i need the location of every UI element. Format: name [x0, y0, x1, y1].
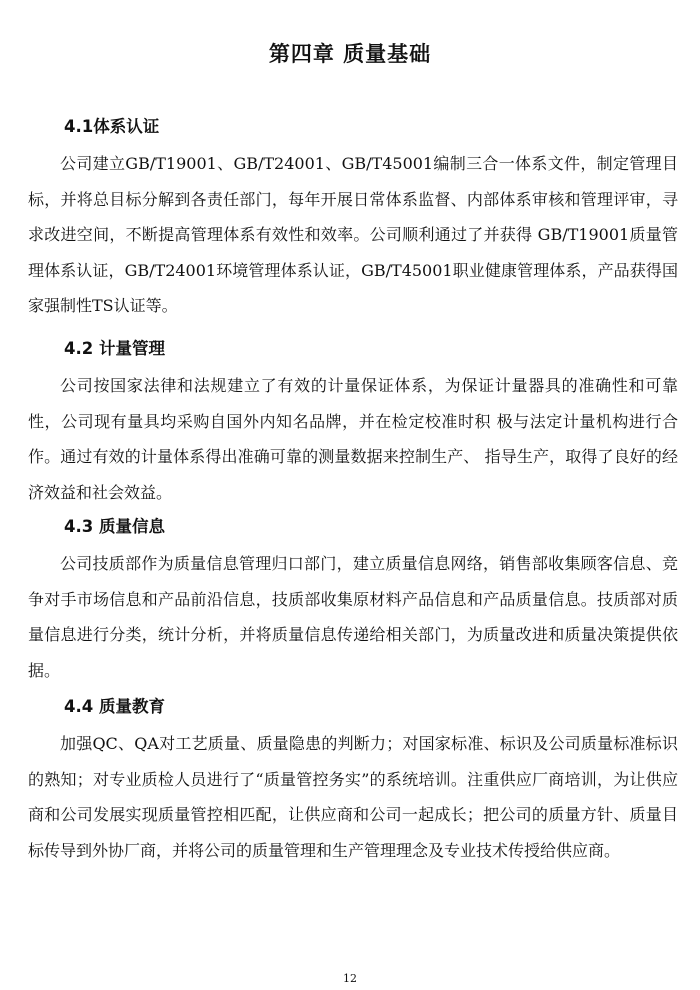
- section-body: 公司技质部作为质量信息管理归口部门，建立质量信息网络，销售部收集顾客信息、竞争对手市场信息和产品前沿信息，技质部收集原材料产品信息和产品质量信息。技质部对质量信息进行分类，统计分析，并将质量信息传递给相关部门，为质量改进和质量决策提供依据。: [28, 554, 678, 680]
- chapter-title: 第四章 质量基础: [268, 42, 432, 66]
- section-certification: [28, 108, 678, 324]
- section-quality-information: [28, 508, 678, 688]
- section-heading: 4.3 质量信息: [64, 517, 165, 536]
- section-metrology: [28, 330, 678, 510]
- section-heading: 4.4 质量教育: [64, 697, 165, 716]
- section-body: 加强QC、QA对工艺质量、质量隐患的判断力；对国家标准、标识及公司质量标准标识的熟知；对专业质检人员进行了“质量管控务实”的系统培训。注重供应厂商培训，为让供应商和公司发展实现质量管控相匹配，让供应商和公司一起成长；把公司的质量方针、质量目标传导到外协厂商，并将公司的质量管理和生产管理理念及专业技术传授给供应商。: [28, 734, 678, 860]
- section-heading: 4.1体系认证: [64, 117, 160, 136]
- page-number: 12: [343, 972, 357, 985]
- section-heading: 4.2 计量管理: [64, 339, 165, 358]
- section-body: 公司按国家法律和法规建立了有效的计量保证体系，为保证计量器具的准确性和可靠性，公司现有量具均采购自国外内知名品牌，并在检定校准时积 极与法定计量机构进行合作。通过有效的计量体系得出准确可靠的测量数据来控制生产、 指导生产，取得了良好的经济效益和社会效益。: [28, 376, 678, 502]
- section-quality-education: [28, 688, 678, 868]
- section-body: 公司建立GB/T19001、GB/T24001、GB/T45001编制三合一体系文件，制定管理目标，并将总目标分解到各责任部门，每年开展日常体系监督、内部体系审核和管理评审，寻求改进空间，不断提高管理体系有效性和效率。公司顺利通过了并获得 GB/T19001质量管理体系认证，GB/T24001环境管理体系认证，GB/T45001职业健康管理体系，产品获得国家强制性TS认证等。: [28, 154, 678, 315]
